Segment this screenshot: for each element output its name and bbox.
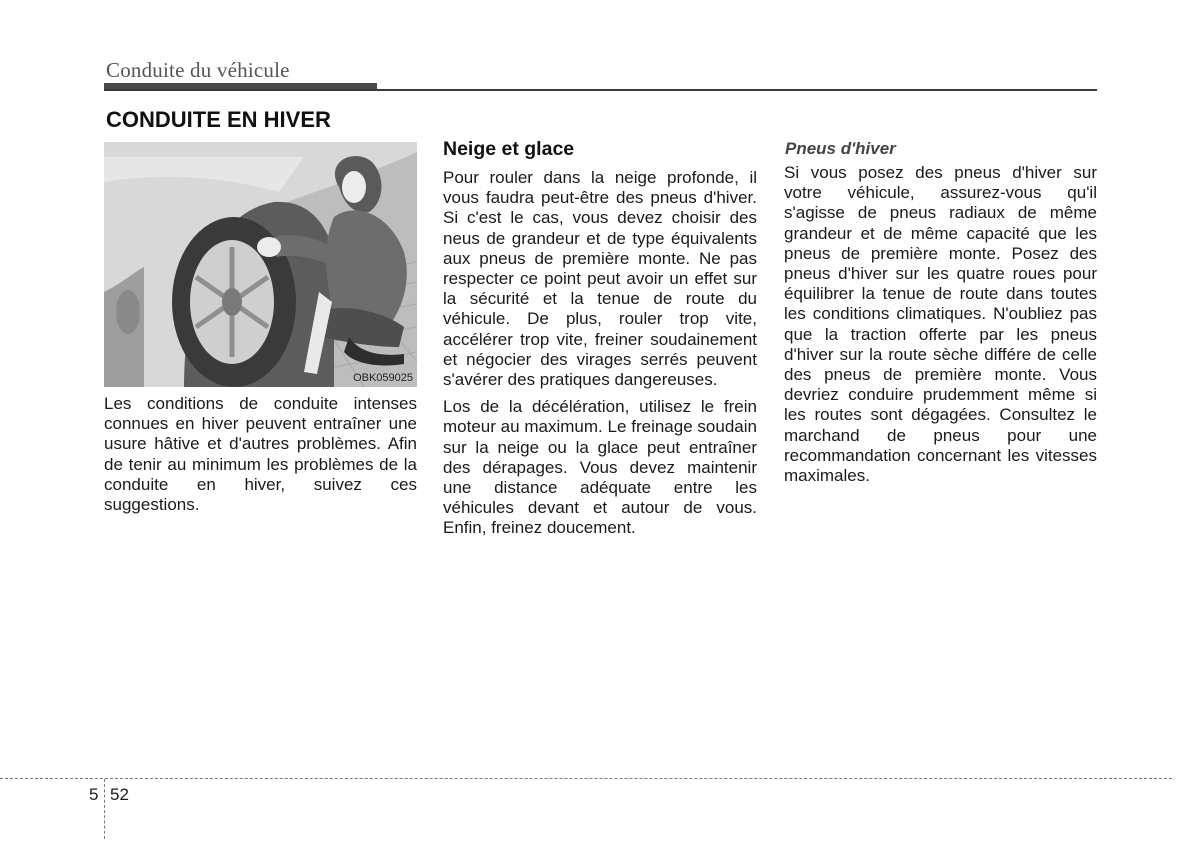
chapter-header: Conduite du véhicule xyxy=(106,58,290,82)
page-number: 52 xyxy=(110,785,129,804)
snow-ice-column xyxy=(443,168,757,546)
winter-tire-illustration xyxy=(104,142,417,387)
header-rule xyxy=(104,89,1097,91)
snow-ice-paragraph-2: Los de la décélération, utilisez le frein moteur au maximum. Le freinage soudain sur la neige ou la glace peut entraîner des dérapages. Vous devez maintenir une distance adéquate entre les véhicules devant et autour de vous. Enfin, freinez doucement. xyxy=(443,397,757,538)
snow-ice-paragraph-1: Pour rouler dans la neige profonde, il vous faudra peut-être des pneus d'hiver. Si c'est le cas, vous devez choisir des neus de grandeur et de type équivalents aux pneus de première monte. Ne pas respecter ce point peut avoir un effet sur la sécurité et la tenue de route du véhicule. De plus, rouler trop vite, accélérer trop vite, freiner soudainement et négocier des virages serrés peuvent s'avérer des pratiques dangereuses. xyxy=(443,168,757,390)
footer-divider xyxy=(104,779,105,839)
winter-tires-paragraph: Si vous posez des pneus d'hiver sur votre véhicule, assurez-vous qu'il s'agisse de pneus radiaux de même grandeur et de même capacité que les pneus de première monte. Posez des pneus d'hiver sur les quatre roues pour équilibrer la tenue de route dans toutes les conditions climatiques. N'oubliez pas que la traction offerte par les pneus d'hiver sur la route sèche différe de celle des pneus de première monte. Vous devriez conduire prudemment même si les routes sont dégagées. Consultez le marchand de pneus pour une recommandation concernant les vitesses maximales. xyxy=(784,163,1097,486)
figure-code: OBK059025 xyxy=(353,372,413,384)
snow-ice-heading: Neige et glace xyxy=(443,138,575,160)
intro-paragraph: Les conditions de conduite intenses connues en hiver peuvent entraîner une usure hâtive et d'autres problèmes. Afin de tenir au minimum les problèmes de la conduite en hiver, suivez ces suggestions. xyxy=(104,394,417,515)
winter-tires-column xyxy=(784,163,1097,493)
winter-tires-heading: Pneus d'hiver xyxy=(785,139,896,158)
footer-rule xyxy=(0,778,1172,779)
section-title: CONDUITE EN HIVER xyxy=(106,107,331,132)
page-chapter-number: 5 xyxy=(89,785,99,804)
tire-check-drawing xyxy=(104,142,417,387)
intro-column xyxy=(104,394,417,522)
